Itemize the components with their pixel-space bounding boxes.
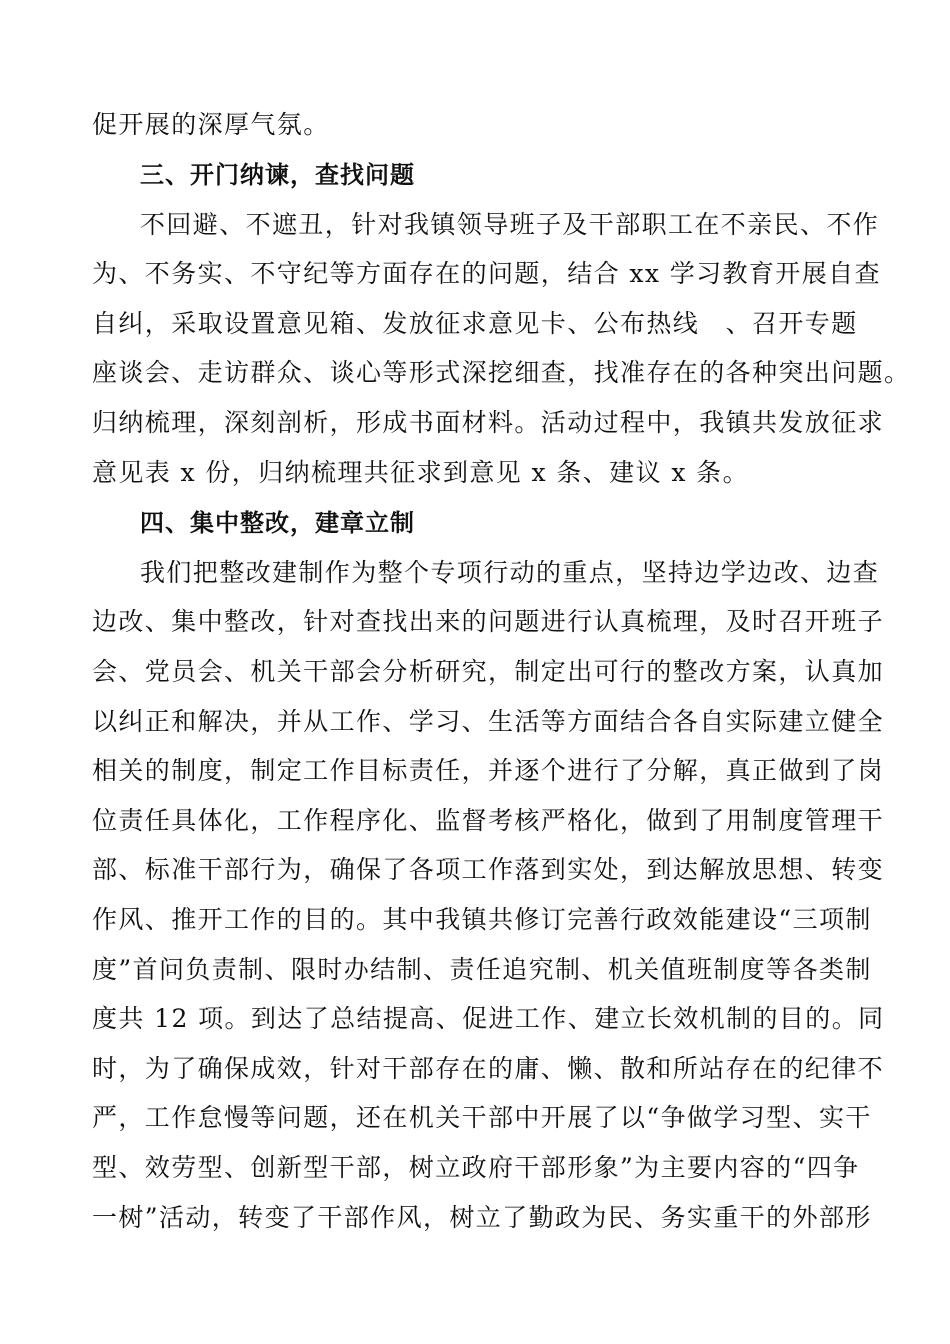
section-heading-4: 四、集中整改，建章立制 <box>140 509 415 537</box>
text-line: 作风、推开工作的目的。其中我镇共修订完善行政效能建设“三项制 <box>92 905 872 934</box>
text-line: 严，工作怠慢等问题，还在机关干部中开展了以“争做学习型、实干 <box>92 1103 872 1132</box>
text-line: 不回避、不遮丑，针对我镇领导班子及干部职工在不亲民、不作 <box>140 210 880 239</box>
text-line: 促开展的深厚气氛。 <box>92 110 330 139</box>
text-line: 部、标准干部行为，确保了各项工作落到实处，到达解放思想、转变 <box>92 855 885 884</box>
text-line: 座谈会、走访群众、谈心等形式深挖细查，找准存在的各种突出问题。 <box>92 358 911 387</box>
text-line: 为、不务实、不守纪等方面存在的问题，结合 xx 学习教育开展自查 <box>92 259 881 288</box>
text-line: 时，为了确保成效，针对干部存在的庸、懒、散和所站存在的纪律不 <box>92 1054 885 1083</box>
text-line: 位责任具体化，工作程序化、监督考核严格化，做到了用制度管理干 <box>92 806 885 835</box>
text-line: 以纠正和解决，并从工作、学习、生活等方面结合各自实际建立健全 <box>92 707 885 736</box>
text-line: 自纠，采取设置意见箱、发放征求意见卡、公布热线 、召开专题 <box>92 309 858 338</box>
text-line: 归纳梳理，深刻剖析，形成书面材料。活动过程中，我镇共发放征求 <box>92 408 885 437</box>
text-line: 意见表 x 份，归纳梳理共征求到意见 x 条、建议 x 条。 <box>92 458 749 487</box>
text-line: 我们把整改建制作为整个专项行动的重点，坚持边学边改、边查 <box>140 558 880 587</box>
text-line: 相关的制度，制定工作目标责任，并逐个进行了分解，真正做到了岗 <box>92 756 885 785</box>
text-line: 边改、集中整改，针对查找出来的问题进行认真梳理，及时召开班子 <box>92 607 885 636</box>
text-line: 型、效劳型、创新型干部，树立政府干部形象”为主要内容的“四争 <box>92 1153 860 1182</box>
text-line: 度共 12 项。到达了总结提高、促进工作、建立长效机制的目的。同 <box>92 1004 885 1033</box>
text-line: 度”首问负责制、限时办结制、责任追究制、机关值班制度等各类制 <box>92 955 872 984</box>
section-heading-3: 三、开门纳谏，查找问题 <box>140 161 415 189</box>
text-line: 会、党员会、机关干部会分析研究，制定出可行的整改方案，认真加 <box>92 657 885 686</box>
text-line: 一树”活动，转变了干部作风，树立了勤政为民、务实重干的外部形 <box>92 1203 872 1232</box>
